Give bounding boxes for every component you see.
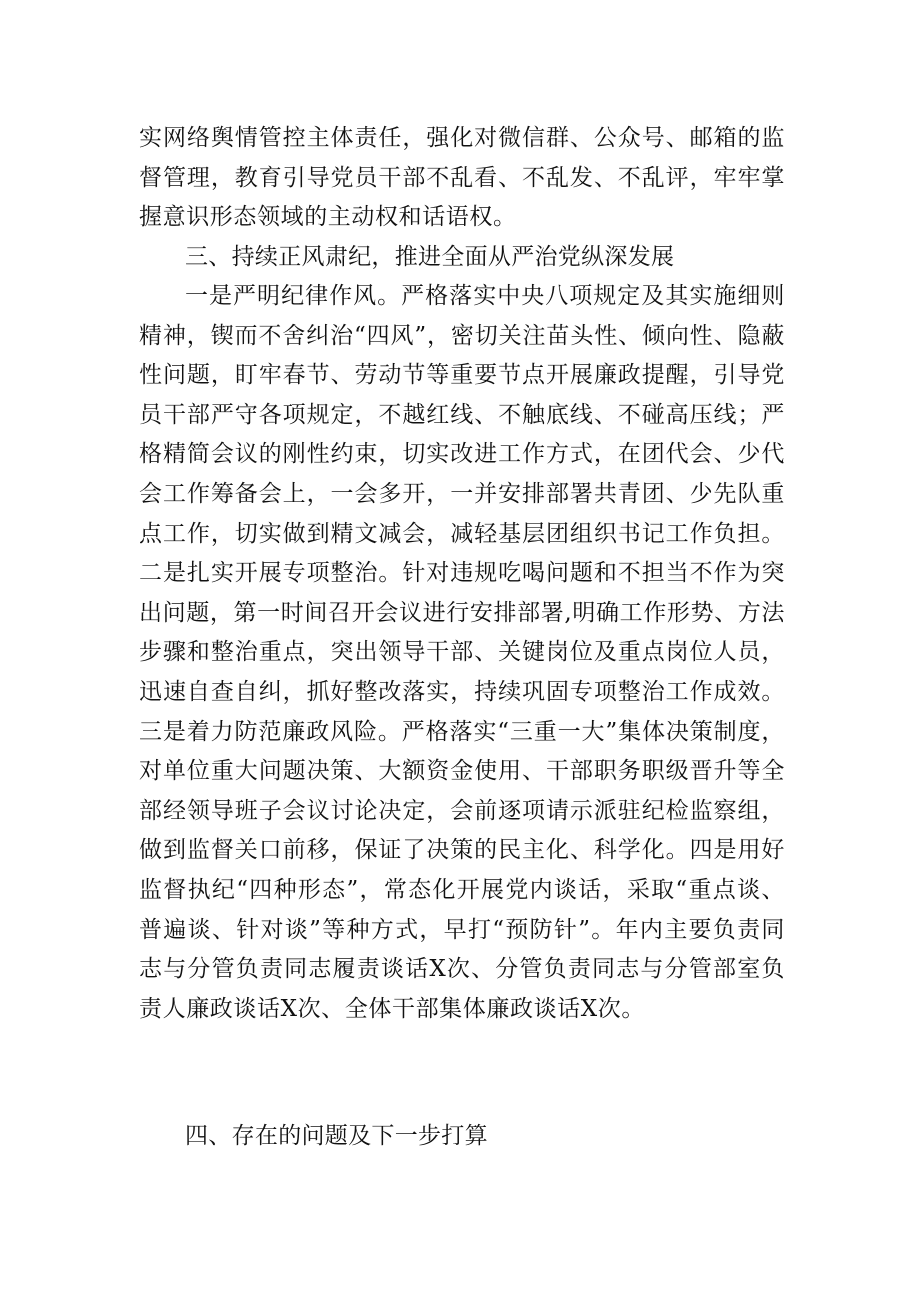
section-4-heading: 四、存在的问题及下一步打算 [185,1123,488,1149]
section-3-body: 一是严明纪律作风。严格落实中央八项规定及其实施细则精神，锲而不舍纠治“四风”，密切关注苗头性、倾向性、隐蔽性问题，盯牢春节、劳动节等重要节点开展廉政提醒，引导党员干部严守各项规定，不越红线、不触底线、不碰高压线；严格精简会议的刚性约束，切实改进工作方式，在团代会、少代会工作筹备会上，一会多开，一并安排部署共青团、少先队重点工作，切实做到精文减会，减轻基层团组织书记工作负担。二是扎实开展专项整治。针对违规吃喝问题和不担当不作为突出问题，第一时间召开会议进行安排部署,明确工作形势、方法步骤和整治重点，突出领导干部、关键岗位及重点岗位人员，迅速自查自纠，抓好整改落实，持续巩固专项整治工作成效。三是着力防范廉政风险。严格落实“三重一大”集体决策制度，对单位重大问题决策、大额资金使用、干部职务职级晋升等全部经领导班子会议讨论决定，会前逐项请示派驻纪检监察组，做到监督关口前移，保证了决策的民主化、科学化。四是用好监督执纪“四种形态”，常态化开展党内谈话，采取“重点谈、普遍谈、针对谈”等种方式，早打“预防针”。年内主要负责同志与分管负责同志履责谈话X次、分管负责同志与分管部室负责人廉政谈话X次、全体干部集体廉政谈话X次。 [139,283,785,1022]
paragraph-continuation: 实网络舆情管控主体责任，强化对微信群、公众号、邮箱的监督管理，教育引导党员干部不乱看、不乱发、不乱评，牢牢掌握意识形态领域的主动权和话语权。 [139,125,785,231]
section-3-heading: 三、持续正风肃纪，推进全面从严治党纵深发展 [185,244,675,270]
